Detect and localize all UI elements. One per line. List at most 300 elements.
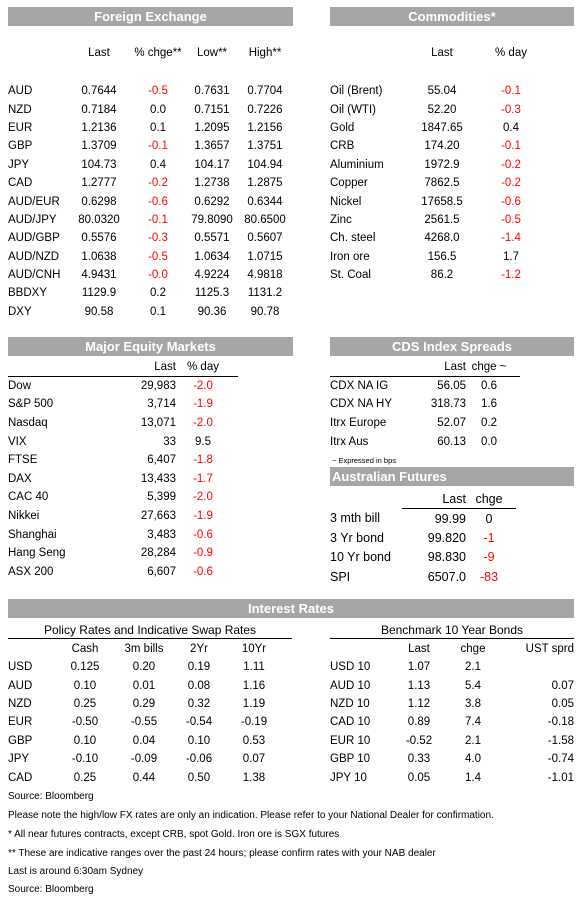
cell-value: 0.05 <box>551 697 574 710</box>
cell-value: 0.1 <box>150 121 166 134</box>
cell-value: 104.94 <box>247 158 283 171</box>
policy-rates-subtitle: Policy Rates and Indicative Swap Rates <box>43 623 257 637</box>
table-row <box>330 548 516 568</box>
table-row <box>8 137 292 155</box>
table-row <box>330 750 574 768</box>
cell-value: -0.1 <box>148 140 168 153</box>
spacer-cell <box>512 395 520 414</box>
cell-value: 0.10 <box>73 679 97 692</box>
cell-value: -0.1 <box>148 213 168 226</box>
cell-value: -0.19 <box>240 716 268 729</box>
cell-value: 174.20 <box>424 140 460 153</box>
spacer-cell <box>230 358 238 377</box>
cell-value: 5.4 <box>465 679 481 692</box>
table-row <box>8 768 284 786</box>
cell-value: 0.7151 <box>194 103 230 116</box>
row-label: USD <box>8 661 33 674</box>
row-label: NZD 10 <box>330 697 370 710</box>
cell-value: -2.0 <box>193 417 213 430</box>
cds-table <box>330 358 520 451</box>
equity-table <box>8 358 238 581</box>
cell-value: 0.32 <box>187 697 211 710</box>
table-row <box>8 544 238 563</box>
spacer-cell <box>540 229 574 247</box>
cell-value: 0.10 <box>73 734 97 747</box>
row-label: CAD 10 <box>330 716 371 729</box>
row-label: Gold <box>330 121 355 134</box>
cell-value: 90.36 <box>197 305 227 318</box>
cell-value: -1 <box>483 530 495 545</box>
table-row <box>8 284 292 302</box>
table-row <box>330 156 574 174</box>
spacer-cell <box>512 414 520 433</box>
rates-header: Interest Rates <box>8 599 574 618</box>
cell-value: 79.8090 <box>191 213 233 226</box>
row-label: AUD/CNH <box>8 269 61 282</box>
row-label: Aluminium <box>330 158 384 171</box>
table-row <box>330 658 574 676</box>
column-header: chge <box>460 643 486 655</box>
spacer-cell <box>540 100 574 118</box>
cell-value: 6507.0 <box>427 569 466 584</box>
cell-value: 13,433 <box>140 472 176 485</box>
row-label: NZD <box>8 697 32 710</box>
cell-value: 4.9431 <box>81 269 117 282</box>
table-row <box>8 266 292 284</box>
table-row <box>330 229 574 247</box>
cell-value: 0.05 <box>407 771 431 784</box>
cds-header: CDS Index Spreads <box>330 337 574 356</box>
column-header <box>330 640 392 658</box>
cell-value: 1.0638 <box>81 250 117 263</box>
cell-value: 3,483 <box>147 528 176 541</box>
commodities-header: Commodities* <box>330 7 574 26</box>
table-row <box>330 174 574 192</box>
row-label: DXY <box>8 305 32 318</box>
cell-value: 1.2136 <box>81 121 117 134</box>
cell-value: -1.58 <box>547 734 574 747</box>
row-label: CRB <box>330 140 355 153</box>
table-row <box>8 174 292 192</box>
cell-value: 0.25 <box>73 697 97 710</box>
cell-value: 9.5 <box>195 435 211 448</box>
row-label: Dow <box>8 380 32 393</box>
cell-value: 7862.5 <box>424 177 460 190</box>
cell-value: 4.0 <box>465 753 481 766</box>
cell-value: 99.820 <box>427 530 466 545</box>
table-row <box>330 509 516 529</box>
cell-value: -9 <box>483 550 495 565</box>
header-row <box>330 489 516 509</box>
spacer-cell <box>512 528 516 548</box>
column-header <box>330 489 402 509</box>
cell-value: 0.7704 <box>247 85 283 98</box>
row-label: 10 Yr bond <box>330 550 391 565</box>
row-label: Copper <box>330 177 368 190</box>
cell-value: 0.0 <box>150 103 166 116</box>
cell-value: 0.7644 <box>81 85 117 98</box>
footnote-line: Please note the high/low FX rates are only an indication. Please refer to your National Dealer for confirmation. <box>8 810 494 821</box>
cell-value: 0.50 <box>187 771 211 784</box>
cell-value: 0.20 <box>132 661 156 674</box>
cell-value: 104.17 <box>194 158 230 171</box>
header-row <box>8 640 284 658</box>
cell-value: -1.01 <box>547 771 574 784</box>
cell-value: 0.33 <box>407 753 431 766</box>
header-row <box>8 358 238 377</box>
row-label: Shanghai <box>8 528 57 541</box>
cell-value: 86.2 <box>430 269 454 282</box>
cell-value: -0.74 <box>547 753 574 766</box>
cell-value: -0.0 <box>148 269 168 282</box>
table-row <box>330 713 574 731</box>
spacer-cell <box>540 266 574 284</box>
cell-value: 1.3657 <box>194 140 230 153</box>
row-label: Hang Seng <box>8 547 66 560</box>
table-row <box>8 470 238 489</box>
table-row <box>330 567 516 587</box>
cell-value: 0.0 <box>481 435 497 448</box>
column-header: Last <box>402 489 466 509</box>
row-label: CDX NA IG <box>330 380 389 393</box>
spacer-cell <box>540 137 574 155</box>
cell-value: -1.8 <box>193 454 213 467</box>
row-label: AUD 10 <box>330 679 371 692</box>
column-header <box>8 358 98 377</box>
row-label: Oil (Brent) <box>330 85 383 98</box>
table-row <box>8 414 238 433</box>
spacer-cell <box>512 548 516 568</box>
row-label: EUR 10 <box>330 734 371 747</box>
row-label: SPI <box>330 569 351 584</box>
cell-value: 1.19 <box>242 697 266 710</box>
cell-value: -1.9 <box>193 510 213 523</box>
futures-table <box>330 489 516 587</box>
cell-value: 3,714 <box>147 398 176 411</box>
row-label: Nikkei <box>8 510 40 523</box>
cell-value: 0.1 <box>150 305 166 318</box>
cell-value: 1.2875 <box>247 177 283 190</box>
table-row <box>8 732 284 750</box>
cell-value: 1125.3 <box>194 287 230 300</box>
row-label: AUD/EUR <box>8 195 60 208</box>
cell-value: 1.3751 <box>247 140 283 153</box>
row-label: AUD/NZD <box>8 250 60 263</box>
cell-value: -0.09 <box>130 753 158 766</box>
row-label: JPY <box>8 158 30 171</box>
table-row <box>330 119 574 137</box>
column-header: Last <box>98 358 176 377</box>
cell-value: -0.6 <box>501 195 521 208</box>
cell-value: 6,407 <box>147 454 176 467</box>
cell-value: 2.1 <box>465 661 481 674</box>
column-header: chge ~ <box>466 358 512 377</box>
cell-value: 0 <box>485 511 493 526</box>
cell-value: 56.05 <box>437 380 466 393</box>
spacer-cell <box>540 156 574 174</box>
cell-value: 99.99 <box>434 511 466 526</box>
row-label: 3 mth bill <box>330 511 381 526</box>
column-header: 10Yr <box>241 643 267 655</box>
cell-value: 1.3709 <box>81 140 117 153</box>
cell-value: 28,284 <box>140 547 176 560</box>
table-row <box>8 676 284 694</box>
table-row <box>330 676 574 694</box>
row-label: GBP <box>8 140 33 153</box>
spacer-cell <box>540 119 574 137</box>
spacer-cell <box>540 211 574 229</box>
cell-value: -0.5 <box>501 213 521 226</box>
spacer-cell <box>230 488 238 507</box>
spacer-cell <box>230 544 238 563</box>
column-header: Low** <box>196 47 228 59</box>
table-row <box>330 248 574 266</box>
cell-value: 1.0715 <box>247 250 283 263</box>
cell-value: 0.5571 <box>194 232 230 245</box>
spacer-cell <box>512 567 516 587</box>
table-row <box>330 395 520 414</box>
row-label: VIX <box>8 435 27 448</box>
cell-value: 52.20 <box>427 103 457 116</box>
cell-value: 1129.9 <box>81 287 117 300</box>
row-label: Itrx Europe <box>330 417 387 430</box>
cell-value: 0.6344 <box>247 195 283 208</box>
table-row <box>330 414 520 433</box>
row-label: ASX 200 <box>8 565 54 578</box>
column-header <box>8 47 68 82</box>
table-row <box>8 713 284 731</box>
column-header: % day <box>176 358 230 377</box>
table-row <box>8 192 292 210</box>
cell-value: -1.7 <box>193 472 213 485</box>
column-header <box>330 358 402 377</box>
footnote-line: * All near futures contracts, except CRB, spot Gold. Iron ore is SGX futures <box>8 829 340 840</box>
table-row <box>8 119 292 137</box>
cell-value: 1131.2 <box>247 287 283 300</box>
row-label: AUD/GBP <box>8 232 60 245</box>
row-label: St. Coal <box>330 269 371 282</box>
cell-value: 2.1 <box>465 734 481 747</box>
policy-rates-table <box>8 640 284 787</box>
spacer-cell <box>512 509 516 529</box>
cell-value: 2561.5 <box>424 213 460 226</box>
cell-value: 0.6 <box>481 380 497 393</box>
cell-value: -2.0 <box>193 491 213 504</box>
table-row <box>8 488 238 507</box>
cell-value: 1.38 <box>242 771 266 784</box>
cell-value: -1.9 <box>193 398 213 411</box>
cell-value: -0.9 <box>193 547 213 560</box>
row-label: NZD <box>8 103 32 116</box>
spacer-cell <box>512 489 516 509</box>
cell-value: 60.13 <box>437 435 466 448</box>
header-row <box>330 640 574 658</box>
cell-value: 1.2777 <box>81 177 117 190</box>
row-label: CAD <box>8 771 33 784</box>
cell-value: 55.04 <box>427 85 457 98</box>
table-row <box>8 695 284 713</box>
cell-value: 90.58 <box>84 305 114 318</box>
row-label: BBDXY <box>8 287 47 300</box>
table-row <box>8 658 284 676</box>
cell-value: -0.55 <box>130 716 158 729</box>
bonds-subtitle: Benchmark 10 Year Bonds <box>380 623 524 637</box>
header-row <box>8 47 292 82</box>
spacer-cell <box>230 395 238 414</box>
table-row <box>330 768 574 786</box>
cell-value: 0.7631 <box>194 85 230 98</box>
cell-value: 1.16 <box>242 679 266 692</box>
column-header: chge <box>466 489 512 509</box>
row-label: 3 Yr bond <box>330 530 384 545</box>
cds-note: ~ Expressed in bps <box>332 456 396 465</box>
row-label: AUD/JPY <box>8 213 57 226</box>
row-label: AUD <box>8 85 33 98</box>
table-row <box>330 528 516 548</box>
row-label: CAC 40 <box>8 491 49 504</box>
commodities-table <box>330 47 574 284</box>
header-row <box>330 47 574 82</box>
cell-value: 0.04 <box>132 734 156 747</box>
cell-value: 98.830 <box>427 550 466 565</box>
cell-value: 1.13 <box>407 679 431 692</box>
column-header: Cash <box>71 643 99 655</box>
cell-value: 0.2 <box>150 287 166 300</box>
cell-value: 3.8 <box>465 697 481 710</box>
cell-value: 4268.0 <box>424 232 460 245</box>
cell-value: 0.4 <box>150 158 166 171</box>
spacer-cell <box>230 507 238 526</box>
cell-value: 0.29 <box>132 697 156 710</box>
cell-value: -0.1 <box>501 85 521 98</box>
cell-value: -0.54 <box>185 716 213 729</box>
cell-value: 80.0320 <box>78 213 120 226</box>
table-row <box>8 377 238 396</box>
cell-value <box>500 658 574 676</box>
futures-header: Australian Futures <box>330 467 574 486</box>
cell-value: 0.10 <box>187 734 211 747</box>
table-row <box>8 211 292 229</box>
cell-value: -0.2 <box>501 177 521 190</box>
cell-value: 0.89 <box>407 716 431 729</box>
row-label: DAX <box>8 472 32 485</box>
column-header: 3m bills <box>124 643 164 655</box>
cell-value: 0.07 <box>242 753 266 766</box>
cell-value: 0.44 <box>132 771 156 784</box>
cell-value: 1847.65 <box>421 121 463 134</box>
cell-value: 33 <box>163 435 176 448</box>
column-header: Last <box>408 643 430 655</box>
cell-value: 1.4 <box>465 771 481 784</box>
spacer-cell <box>540 174 574 192</box>
cell-value: 1.0634 <box>194 250 230 263</box>
row-label: Zinc <box>330 213 352 226</box>
cell-value: -0.6 <box>148 195 168 208</box>
cell-value: -1.2 <box>501 269 521 282</box>
fx-table <box>8 47 292 321</box>
row-label: AUD <box>8 679 33 692</box>
cell-value: 13,071 <box>140 417 176 430</box>
table-row <box>330 266 574 284</box>
cell-value: 29,983 <box>140 380 176 393</box>
spacer-cell <box>230 414 238 433</box>
cell-value: -0.5 <box>148 85 168 98</box>
row-label: GBP <box>8 734 33 747</box>
column-header: % day <box>495 47 527 59</box>
cell-value: 0.6298 <box>81 195 117 208</box>
cell-value: 1.2095 <box>194 121 230 134</box>
column-header: High** <box>248 47 282 59</box>
cell-value: -2.0 <box>193 380 213 393</box>
cell-value: 17658.5 <box>421 195 463 208</box>
cell-value: 0.4 <box>503 121 519 134</box>
cell-value: -0.50 <box>71 716 99 729</box>
table-row <box>8 563 238 582</box>
cell-value: 0.53 <box>242 734 266 747</box>
row-label: USD 10 <box>330 661 371 674</box>
cell-value: 1.11 <box>243 661 265 674</box>
cell-value: -0.1 <box>501 140 521 153</box>
cell-value: 156.5 <box>427 250 457 263</box>
row-label: CDX NA HY <box>330 398 392 411</box>
table-row <box>330 192 574 210</box>
cell-value: 0.25 <box>73 771 97 784</box>
footnote-line: Last is around 6:30am Sydney <box>8 866 144 877</box>
footnote-line: Source: Bloomberg <box>8 884 94 895</box>
row-label: EUR <box>8 121 33 134</box>
cell-value: 104.73 <box>81 158 117 171</box>
row-label: Nasdaq <box>8 417 48 430</box>
row-label: Ch. steel <box>330 232 376 245</box>
cell-value: 1.7 <box>503 250 519 263</box>
cell-value: 0.2 <box>481 417 497 430</box>
cell-value: 80.6500 <box>244 213 286 226</box>
spacer-cell <box>230 470 238 489</box>
table-row <box>8 303 292 321</box>
spacer-cell <box>230 563 238 582</box>
cell-value: 4.9224 <box>194 269 230 282</box>
cell-value: 1.12 <box>407 697 431 710</box>
cell-value: 0.5576 <box>81 232 117 245</box>
spacer-cell <box>512 358 520 377</box>
cell-value: -0.52 <box>405 734 433 747</box>
spacer-cell <box>230 377 238 396</box>
cell-value: 0.19 <box>187 661 211 674</box>
cell-value: -0.3 <box>501 103 521 116</box>
cell-value: 0.7226 <box>247 103 283 116</box>
table-row <box>330 211 574 229</box>
cell-value: 1.07 <box>407 661 431 674</box>
cell-value: -0.10 <box>71 753 99 766</box>
column-header: % chge** <box>134 47 182 59</box>
cell-value: 318.73 <box>430 398 466 411</box>
spacer-cell <box>230 451 238 470</box>
table-row <box>8 507 238 526</box>
cell-value: 0.125 <box>70 661 100 674</box>
fx-header: Foreign Exchange <box>8 7 293 26</box>
policy-rates-underline <box>8 638 292 639</box>
cell-value: 0.08 <box>187 679 211 692</box>
spacer-cell <box>512 432 520 451</box>
column-header: Last <box>431 47 453 59</box>
bonds-table <box>330 640 574 787</box>
table-row <box>8 432 238 451</box>
bonds-underline <box>330 638 574 639</box>
cell-value: 90.78 <box>250 305 280 318</box>
header-row <box>330 358 520 377</box>
table-row <box>8 525 238 544</box>
cell-value: -0.6 <box>193 528 213 541</box>
